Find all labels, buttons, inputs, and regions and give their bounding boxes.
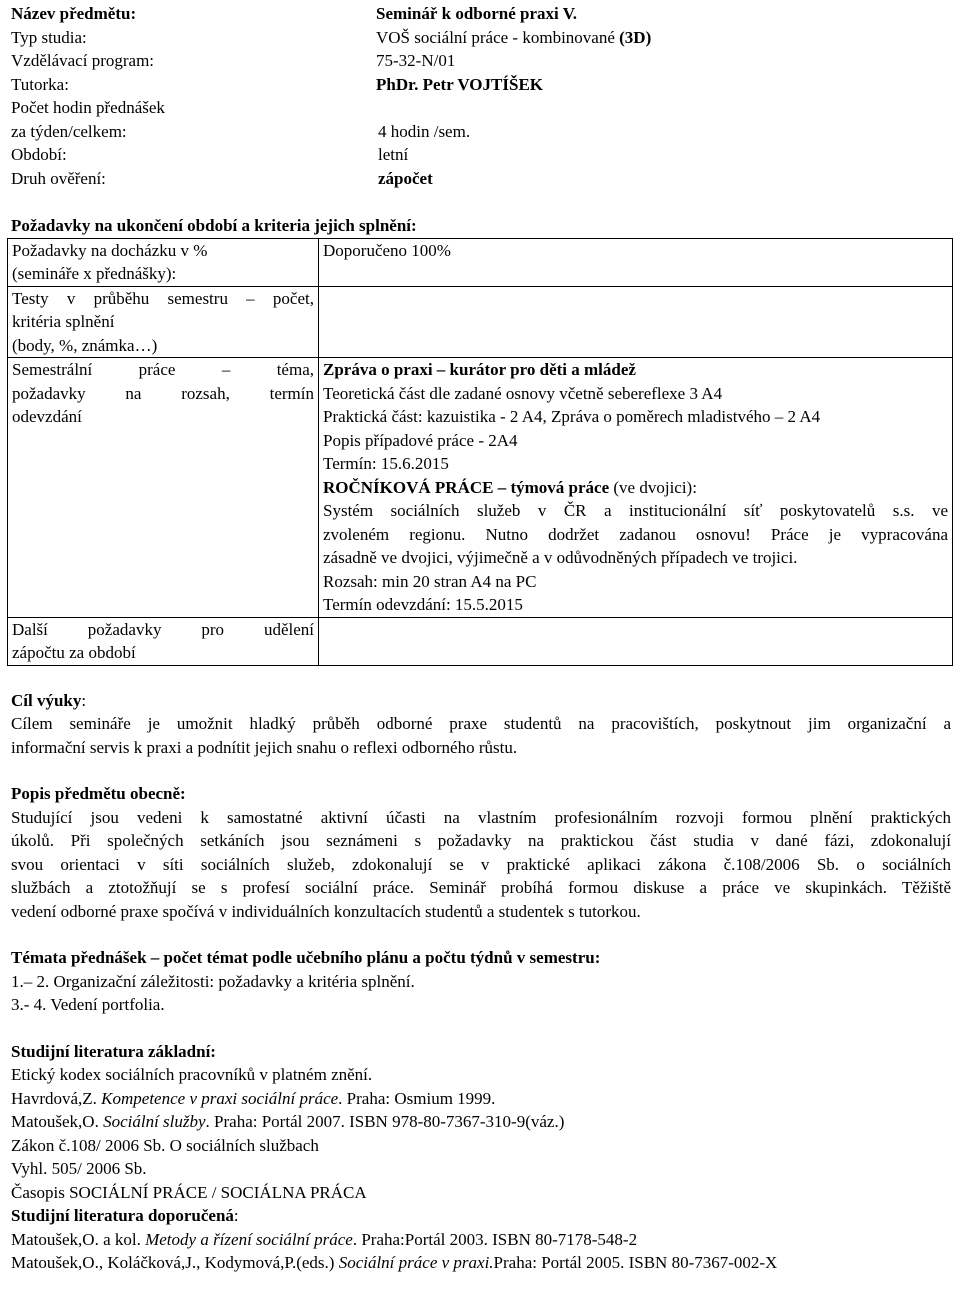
table-row <box>8 358 953 618</box>
info-row-hours-2 <box>11 120 951 144</box>
info-label: Počet hodin přednášek <box>11 98 165 117</box>
info-label: Název předmětu: <box>11 4 137 23</box>
table-row <box>8 238 953 286</box>
goal-text: informační servis k praxi a podnítit jejich snahu o reflexi odborného růstu. <box>11 737 518 757</box>
table-row <box>8 617 953 665</box>
info-row-course-name <box>11 2 951 26</box>
list-item: Matoušek,O. a kol. Metody a řízení sociální práce. Praha:Portál 2003. ISBN 80-7178-548-2 <box>11 1229 638 1249</box>
info-value: 75-32-N/01 <box>376 51 456 70</box>
info-value: zápočet <box>378 168 433 188</box>
description-text: Studující jsou vedeni k samostatné aktivní účasti na vlastním profesionálním rozvoji formou plnění praktických <box>11 807 951 827</box>
list-item: 1.– 2. Organizační záležitosti: požadavky a kritéria splnění. <box>11 971 415 991</box>
list-item: Vyhl. 505/ 2006 Sb. <box>11 1159 147 1178</box>
list-item: Časopis SOCIÁLNÍ PRÁCE / SOCIÁLNA PRÁCA <box>11 1182 367 1202</box>
description-title: Popis předmětu obecně: <box>11 784 186 803</box>
info-row-program <box>11 49 951 73</box>
info-value: PhDr. Petr VOJTÍŠEK <box>376 74 544 94</box>
info-value: VOŠ sociální práce - kombinované (3D) <box>376 27 652 47</box>
info-row-tutor <box>11 73 951 97</box>
course-info <box>11 2 951 190</box>
tests-value <box>319 286 953 358</box>
goal-title: Cíl výuky: <box>11 690 87 710</box>
requirements-title: Požadavky na ukončení období a kriteria jejich splnění: <box>11 216 417 235</box>
info-row-hours-1 <box>11 96 951 120</box>
topics-title: Témata přednášek – počet témat podle učebního plánu a počtu týdnů v semestru: <box>11 948 601 967</box>
literature-recommended-title: Studijní literatura doporučená: <box>11 1206 239 1225</box>
info-row-period <box>11 143 951 167</box>
seminar-work-label: Semestrální práce – téma, požadavky na rozsah, termín odevzdání <box>8 358 319 618</box>
attendance-value: Doporučeno 100% <box>319 238 953 286</box>
description-text: službách a ztotožňují se s profesí sociální práce. Seminář probíhá formou diskuse a práce ve skupinkách. Těžiště <box>11 878 951 897</box>
requirements-table <box>7 238 953 666</box>
info-label: Období: <box>11 145 67 164</box>
literature-basic-title: Studijní literatura základní: <box>11 1041 216 1061</box>
list-item: Matoušek,O., Koláčková,J., Kodymová,P.(eds.) Sociální práce v praxi.Praha: Portál 2005. ISBN 80-7367-002-X <box>11 1253 778 1272</box>
topics-section <box>11 946 951 1017</box>
description-section <box>11 782 951 923</box>
list-item: Zákon č.108/ 2006 Sb. O sociálních službach <box>11 1135 319 1155</box>
info-row-verification <box>11 167 951 191</box>
description-text: vedení odborné praxe spočívá v individuálních konzultacích studentů a studentek s tutorkou. <box>11 901 641 921</box>
literature-basic-section <box>11 1040 951 1205</box>
info-label: Typ studia: <box>11 27 87 47</box>
description-text: svou orientaci v síti sociálních služeb, zdokonalují se v praktické aplikaci zákona č.108/2006 Sb. o sociálních <box>11 854 951 874</box>
info-row-study-type <box>11 26 951 50</box>
other-value <box>319 617 953 665</box>
info-value: 4 hodin /sem. <box>378 121 471 141</box>
info-value: Seminář k odborné praxi V. <box>376 4 578 23</box>
goal-section <box>11 689 951 760</box>
attendance-label: Požadavky na docházku v % (semináře x přednášky): <box>8 238 319 286</box>
other-label: Další požadavky pro udělení zápočtu za období <box>8 617 319 665</box>
list-item: Havrdová,Z. Kompetence v praxi sociální práce. Praha: Osmium 1999. <box>11 1088 496 1108</box>
document-page <box>11 2 951 1275</box>
description-text: úkolů. Při společných setkáních jsou seznámeni s požadavky na praktickou část studia v dané fázi, zdokonalují <box>11 831 951 850</box>
list-item: 3.- 4. Vedení portfolia. <box>11 995 165 1014</box>
info-value: letní <box>378 145 409 164</box>
info-label: Druh ověření: <box>11 168 106 188</box>
goal-text: Cílem semináře je umožnit hladký průběh odborné praxe studentů na pracovištích, poskytnout jim organizační a <box>11 714 951 733</box>
table-row <box>8 286 953 358</box>
info-label: za týden/celkem: <box>11 121 127 141</box>
seminar-work-value: Zpráva o praxi – kurátor pro děti a mládež Teoretická část dle zadané osnovy včetně sebereflexe 3 A4 Praktická část: kazuistika - 2 A4, Zpráva o poměrech mladistvého – 2 A4 Popis případové práce - 2A4 Termín: 15.6.2015 ROČNÍKOVÁ PRÁCE – týmová práce (ve dvojici): Systém sociálních služeb v ČR a institucionální síť poskytovatelů s.s. ve zvoleném regionu. Nutno dodržet zadanou osnovu! Práce je vypracována zásadně ve dvojici, výjimečně a v odůvodněných případech ve trojici. Rozsah: min 20 stran A4 na PC Termín odevzdání: 15.5.2015 <box>319 358 953 618</box>
info-label: Vzdělávací program: <box>11 51 155 70</box>
literature-recommended-section <box>11 1204 951 1275</box>
list-item: Etický kodex sociálních pracovníků v platném znění. <box>11 1065 373 1084</box>
tests-label: Testy v průběhu semestru – počet, kritéria splnění (body, %, známka…) <box>8 286 319 358</box>
list-item: Matoušek,O. Sociální služby. Praha: Portál 2007. ISBN 978-80-7367-310-9(váz.) <box>11 1112 565 1131</box>
info-label: Tutorka: <box>11 74 69 94</box>
